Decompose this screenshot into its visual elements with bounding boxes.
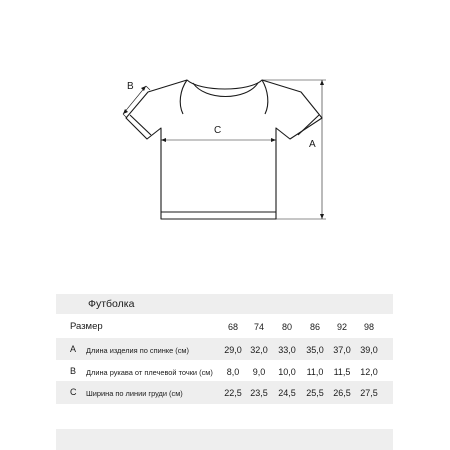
right-shoulder-flap bbox=[262, 80, 268, 114]
size-header-98: 98 bbox=[363, 322, 374, 332]
table-cell: 39,0 bbox=[360, 345, 378, 355]
label-a: A bbox=[309, 139, 316, 150]
tshirt-neckline bbox=[193, 83, 258, 97]
row-letter: B bbox=[70, 366, 77, 376]
table-cell: 27,5 bbox=[360, 388, 378, 398]
row-label: Длина рукава от плечевой точки (см) bbox=[86, 368, 213, 377]
size-header-92: 92 bbox=[336, 322, 347, 332]
row-label: Ширина по линии груди (см) bbox=[86, 389, 183, 398]
size-header-68: 68 bbox=[227, 322, 238, 332]
size-header-74: 74 bbox=[253, 322, 264, 332]
table-cell: 9,0 bbox=[252, 367, 266, 377]
table-footer-band bbox=[56, 429, 393, 450]
label-c: C bbox=[214, 125, 222, 136]
table-cell: 25,5 bbox=[306, 388, 324, 398]
row-letter: C bbox=[70, 387, 77, 397]
table-cell: 24,5 bbox=[278, 388, 296, 398]
table-cell: 12,0 bbox=[360, 367, 378, 377]
table-cell: 35,0 bbox=[306, 345, 324, 355]
table-cell: 33,0 bbox=[278, 345, 296, 355]
row-label: Длина изделия по спинке (см) bbox=[86, 346, 189, 355]
table-cell: 32,0 bbox=[250, 345, 268, 355]
table-cell: 8,0 bbox=[226, 367, 240, 377]
label-b: B bbox=[127, 81, 134, 92]
row-letter: A bbox=[70, 344, 77, 354]
left-shoulder-flap bbox=[180, 80, 187, 114]
table-cell: 10,0 bbox=[278, 367, 296, 377]
table-cell: 11,5 bbox=[333, 367, 351, 377]
table-cell: 26,5 bbox=[333, 388, 351, 398]
table-title: Футболка bbox=[88, 298, 135, 310]
table-cell: 37,0 bbox=[333, 345, 351, 355]
size-header-86: 86 bbox=[309, 322, 320, 332]
right-sleeve-cuff bbox=[298, 115, 319, 135]
tshirt-outline bbox=[126, 80, 322, 219]
size-header-80: 80 bbox=[281, 322, 292, 332]
table-cell: 22,5 bbox=[224, 388, 242, 398]
table-cell: 11,0 bbox=[306, 367, 324, 377]
table-cell: 29,0 bbox=[224, 345, 242, 355]
table-cell: 23,5 bbox=[250, 388, 268, 398]
size-header-label: Размер bbox=[70, 321, 103, 332]
